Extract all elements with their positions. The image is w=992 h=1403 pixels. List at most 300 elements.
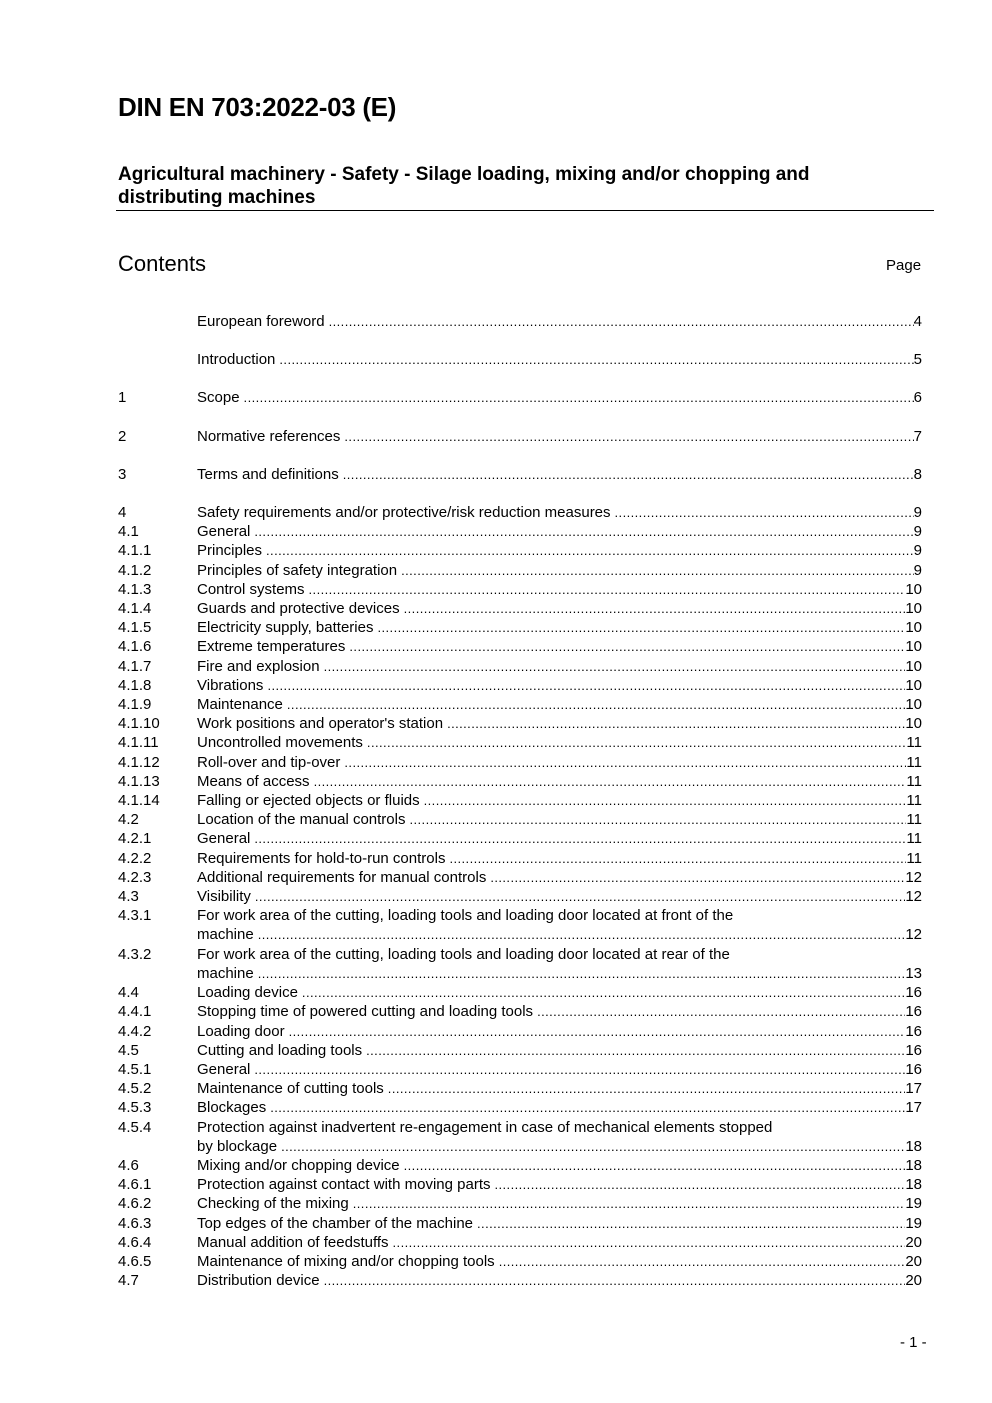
page-column-heading: Page [886,257,922,274]
toc-entry[interactable] [118,1041,922,1060]
toc-entry-number: 1 [118,389,127,407]
toc-entry-page: 11 [906,772,922,790]
toc-entry-page: 4 [913,313,922,330]
toc-dot-leader [254,829,906,848]
toc-entry-line [197,1060,922,1079]
toc-entry-body [197,676,922,695]
toc-entry-body [197,1194,922,1213]
toc-dot-leader [279,350,913,369]
toc-entry[interactable] [118,1002,922,1021]
toc-entry-body [197,1002,922,1021]
toc-entry-line [197,561,922,580]
toc-entry-title: Fire and explosion [197,657,320,675]
toc-entry[interactable] [118,465,922,484]
toc-entry-title: Extreme temperatures [197,638,346,656]
toc-entry-number: 4 [118,504,127,522]
toc-entry-body [197,714,922,733]
toc-entry-page: 19 [905,1195,922,1213]
toc-entry-line [197,829,922,848]
toc-entry-title: Safety requirements and/or protective/risk reduction measures [197,504,611,522]
toc-entry-number: 4.1.5 [118,619,152,637]
toc-entry-title-lead: For work area of the cutting, loading tools and loading door located at rear of the [197,945,730,963]
toc-entry-body [197,868,922,887]
toc-entry-body [197,1175,922,1194]
toc-entry[interactable] [118,810,922,829]
toc-entry-page: 5 [913,351,922,369]
toc-entry-body [197,1060,922,1079]
toc-entry-title: Vibrations [197,676,264,694]
toc-entry-title: Maintenance of cutting tools [197,1080,384,1098]
document-title: Agricultural machinery - Safety - Silage loading, mixing and/or chopping and distributing machines [118,164,810,208]
toc-entry[interactable] [118,599,922,618]
toc-entry-line [197,887,922,906]
toc-entry-body [197,772,922,791]
toc-entry-body [197,849,922,868]
toc-entry-page: 20 [905,1272,922,1290]
toc-entry-number: 4.1.6 [118,638,152,656]
toc-entry[interactable] [118,733,922,752]
toc-entry-number: 4.1 [118,523,139,541]
toc-entry-page: 18 [905,1176,922,1194]
toc-entry-title: Visibility [197,888,251,906]
toc-entry-title: Means of access [197,772,310,790]
toc-entry-title: Roll-over and tip-over [197,753,341,771]
toc-entry[interactable] [118,753,922,772]
toc-entry-page: 11 [906,734,922,752]
toc-entry-page: 8 [913,465,922,483]
toc-entry-line [197,465,922,484]
toc-entry-body [197,465,922,484]
toc-entry-title-lead: For work area of the cutting, loading tools and loading door located at front of the [197,907,734,925]
toc-entry-page: 16 [905,984,922,1002]
toc-entry-title: Cutting and loading tools [197,1041,363,1059]
toc-entry[interactable] [118,1233,922,1252]
toc-entry-title: Distribution device [197,1272,320,1290]
title-rule [116,210,934,211]
toc-entry[interactable] [118,1118,922,1156]
toc-entry-title: machine [197,926,254,944]
toc-dot-leader [244,388,914,407]
toc-entry-line [197,714,922,733]
toc-entry-title: General [197,1060,251,1078]
toc-entry-title: General [197,830,251,848]
toc-entry-title: General [197,523,251,541]
toc-entry-line [197,772,922,791]
toc-entry-line [197,791,922,810]
toc-dot-leader [324,1271,906,1290]
toc-entry-page: 13 [905,964,922,982]
toc-entry-number: 4.4 [118,984,139,1002]
toc-entry-title: Work positions and operator's station [197,715,444,733]
toc-entry-title: Blockages [197,1099,267,1117]
toc-entry[interactable] [118,1156,922,1175]
toc-entry[interactable] [118,906,922,944]
toc-entry-title: machine [197,964,254,982]
toc-entry-number: 3 [118,465,127,483]
toc-entry-body [197,1252,922,1271]
toc-entry-page: 10 [905,619,922,637]
toc-entry[interactable] [118,1175,922,1194]
toc-entry[interactable] [118,791,922,810]
toc-entry-body [197,1214,922,1233]
toc-entry-body [197,561,922,580]
toc-entry[interactable] [118,1214,922,1233]
toc-entry-line [197,312,922,331]
toc-entry-line [197,618,922,637]
toc-entry-title: Loading device [197,984,298,1002]
toc-entry-number: 4.1.2 [118,561,152,579]
toc-entry-line [197,925,922,944]
toc-entry-number: 4.5.4 [118,1118,152,1136]
toc-entry-title: Guards and protective devices [197,600,400,618]
toc-entry-body [197,599,922,618]
toc-entry-line [197,1041,922,1060]
toc-entry-number: 4.2.2 [118,849,152,867]
toc-entry[interactable] [118,868,922,887]
toc-entry-page: 16 [905,1022,922,1040]
toc-entry-number: 4.2 [118,811,139,829]
toc-entry-page: 9 [913,542,922,560]
toc-dot-leader [254,1060,905,1079]
toc-entry[interactable] [118,1079,922,1098]
toc-entry-title: by blockage [197,1137,278,1155]
toc-entry-page: 9 [913,561,922,579]
toc-dot-leader [447,714,905,733]
toc-entry-title: Mixing and/or chopping device [197,1156,400,1174]
toc-entry-line [197,753,922,772]
contents-heading: Contents [118,251,207,276]
toc-entry-page: 16 [905,1060,922,1078]
toc-entry[interactable] [118,541,922,560]
toc-entry-line [197,522,922,541]
toc-entry[interactable] [118,1098,922,1117]
toc-entry-title: European foreword [197,313,325,330]
toc-entry-number: 4.1.11 [118,734,159,752]
toc-entry-page: 16 [905,1041,922,1059]
toc-entry-number: 4.6.4 [118,1233,152,1251]
toc-entry-title: Electricity supply, batteries [197,619,374,637]
toc-dot-leader [270,1098,905,1117]
toc-entry-number: 4.6.2 [118,1195,152,1213]
toc-entry[interactable] [118,1271,922,1290]
toc-entry-line [197,983,922,1002]
toc-entry-page: 10 [905,676,922,694]
toc-dot-leader [377,618,905,637]
toc-entry-body [197,695,922,714]
toc-entry-title-lead: Protection against inadvertent re-engagement in case of mechanical elements stopped [197,1118,773,1136]
toc-entry-body [197,503,922,522]
toc-entry-title: Additional requirements for manual controls [197,868,487,886]
toc-entry-body [197,753,922,772]
toc-entry-line [197,1214,922,1233]
toc-entry-body [197,580,922,599]
toc-dot-leader [393,1233,906,1252]
toc-entry-body [197,350,922,369]
toc-entry-number: 4.4.2 [118,1022,152,1040]
toc-dot-leader [289,1022,906,1041]
toc-entry-line [197,849,922,868]
toc-dot-leader [343,465,914,484]
toc-entry-number: 4.5 [118,1041,139,1059]
toc-entry-title: Protection against contact with moving parts [197,1176,491,1194]
toc-entry-page: 10 [905,638,922,656]
table-of-contents [118,312,922,1290]
toc-entry-page: 7 [913,427,922,445]
toc-entry-body [197,1156,922,1175]
toc-entry-number: 4.1.4 [118,600,152,618]
toc-entry[interactable] [118,714,922,733]
toc-entry-body [197,637,922,656]
toc-entry[interactable] [118,676,922,695]
toc-entry-page: 20 [905,1252,922,1270]
toc-entry-number: 4.5.2 [118,1080,152,1098]
toc-entry-body [197,791,922,810]
toc-dot-leader [615,503,914,522]
toc-entry-line [197,1098,922,1117]
toc-entry-line [197,1271,922,1290]
toc-entry-line [197,964,922,983]
toc-entry-line [197,695,922,714]
toc-entry-line [197,637,922,656]
toc-entry-page: 18 [905,1137,922,1155]
toc-entry-page: 10 [905,715,922,733]
toc-entry-body [197,810,922,829]
toc-entry-page: 20 [905,1233,922,1251]
toc-dot-leader [314,772,907,791]
toc-entry-page: 18 [905,1156,922,1174]
toc-entry[interactable] [118,657,922,676]
toc-entry-line [197,388,922,407]
toc-entry-body [197,427,922,446]
toc-dot-leader [266,541,914,560]
toc-entry-title: Introduction [197,351,276,369]
toc-entry[interactable] [118,427,922,446]
page-number: - 1 - [900,1334,927,1351]
toc-entry-page: 12 [905,888,922,906]
toc-entry-title: Manual addition of feedstuffs [197,1233,389,1251]
toc-entry-title: Control systems [197,580,305,598]
toc-dot-leader [344,427,913,446]
toc-dot-leader [449,849,906,868]
toc-entry-page: 10 [905,696,922,714]
toc-entry-number: 4.5.3 [118,1099,152,1117]
toc-dot-leader [255,887,905,906]
toc-entry-title: Top edges of the chamber of the machine [197,1214,474,1232]
toc-entry-number: 4.6.3 [118,1214,152,1232]
toc-dot-leader [490,868,905,887]
toc-entry-page: 17 [905,1099,922,1117]
toc-entry[interactable] [118,561,922,580]
toc-entry[interactable] [118,887,922,906]
toc-entry[interactable] [118,1252,922,1271]
toc-entry-line [197,599,922,618]
toc-entry-body [197,983,922,1002]
toc-entry-number: 4.6 [118,1156,139,1174]
toc-entry-number: 4.1.9 [118,696,152,714]
toc-entry-number: 4.1.12 [118,753,160,771]
toc-entry-line [197,868,922,887]
toc-entry-page: 11 [906,830,922,848]
toc-entry[interactable] [118,388,922,407]
toc-dot-leader [499,1252,906,1271]
toc-entry[interactable] [118,772,922,791]
toc-entry-page: 17 [905,1080,922,1098]
toc-entry-title: Maintenance of mixing and/or chopping tools [197,1252,495,1270]
toc-entry[interactable] [118,945,922,983]
toc-entry[interactable] [118,522,922,541]
toc-entry-number: 4.1.3 [118,580,152,598]
toc-dot-leader [494,1175,905,1194]
toc-entry-number: 4.3.1 [118,907,152,925]
toc-entry-body [197,1022,922,1041]
toc-entry-body [197,1098,922,1117]
toc-entry[interactable] [118,350,922,369]
toc-entry-body [197,1233,922,1252]
toc-entry-number: 4.6.5 [118,1252,152,1270]
toc-entry-number: 4.5.1 [118,1060,152,1078]
toc-entry-body [197,522,922,541]
toc-entry-page: 12 [905,926,922,944]
toc-entry-body [197,945,922,983]
toc-entry-number: 4.6.1 [118,1176,152,1194]
toc-entry-body [197,1271,922,1290]
toc-entry-title: Location of the manual controls [197,811,406,829]
toc-dot-leader [367,733,907,752]
toc-entry[interactable] [118,580,922,599]
toc-entry-body [197,1118,922,1156]
toc-entry-title: Requirements for hold-to-run controls [197,849,446,867]
toc-dot-leader [424,791,907,810]
toc-entry[interactable] [118,849,922,868]
toc-entry[interactable] [118,695,922,714]
toc-entry-title: Normative references [197,427,341,445]
toc-dot-leader [324,657,906,676]
toc-entry-body [197,1079,922,1098]
toc-entry-number: 4.2.3 [118,868,152,886]
toc-entry[interactable] [118,312,922,331]
toc-entry-page: 11 [906,792,922,810]
toc-dot-leader [267,676,905,695]
toc-dot-leader [254,522,913,541]
toc-dot-leader [477,1214,905,1233]
toc-entry-body [197,312,922,331]
toc-entry-body [197,887,922,906]
toc-entry-line [197,580,922,599]
toc-entry[interactable] [118,1022,922,1041]
toc-dot-leader [281,1137,905,1156]
toc-entry-page: 10 [905,600,922,618]
toc-entry-number: 4.1.8 [118,676,152,694]
toc-entry-number: 4.1.13 [118,772,160,790]
toc-entry[interactable] [118,829,922,848]
toc-entry-number: 4.7 [118,1272,139,1290]
toc-dot-leader [258,964,906,983]
toc-entry-body [197,618,922,637]
toc-entry-line [197,541,922,560]
toc-dot-leader [366,1041,905,1060]
toc-dot-leader [329,312,914,331]
toc-entry-line [197,657,922,676]
toc-dot-leader [401,561,914,580]
toc-entry-body [197,829,922,848]
toc-entry-line [197,1137,922,1156]
toc-entry-page: 19 [905,1214,922,1232]
toc-entry[interactable] [118,618,922,637]
toc-dot-leader [258,925,906,944]
toc-entry-line [197,1252,922,1271]
toc-entry-title: Maintenance [197,696,283,714]
toc-entry-title: Terms and definitions [197,465,339,483]
toc-entry-title: Stopping time of powered cutting and loading tools [197,1003,534,1021]
toc-entry[interactable] [118,983,922,1002]
toc-entry-page: 12 [905,868,922,886]
toc-dot-leader [537,1002,905,1021]
toc-entry-body [197,657,922,676]
toc-entry-page: 11 [906,811,922,829]
toc-entry-number: 4.3.2 [118,945,152,963]
toc-entry-page: 11 [906,753,922,771]
toc-entry-line [197,1156,922,1175]
toc-entry-line [197,676,922,695]
toc-entry-line [197,1175,922,1194]
toc-entry-number: 4.4.1 [118,1003,152,1021]
toc-entry-page: 11 [906,849,922,867]
toc-entry-line [197,427,922,446]
toc-dot-leader [353,1194,906,1213]
toc-entry[interactable] [118,1060,922,1079]
toc-entry-line [197,810,922,829]
toc-entry-page: 10 [905,580,922,598]
toc-entry[interactable] [118,637,922,656]
toc-dot-leader [344,753,906,772]
toc-dot-leader [404,1156,906,1175]
toc-entry-number: 4.1.14 [118,792,160,810]
toc-dot-leader [287,695,905,714]
toc-entry-line [197,1233,922,1252]
toc-dot-leader [302,983,905,1002]
toc-entry[interactable] [118,503,922,522]
toc-entry-title: Falling or ejected objects or fluids [197,792,420,810]
toc-entry-title: Loading door [197,1022,285,1040]
toc-entry-body [197,1041,922,1060]
toc-entry-page: 10 [905,657,922,675]
toc-entry-number: 2 [118,427,127,445]
toc-entry-number: 4.3 [118,888,139,906]
toc-entry-number: 4.1.7 [118,657,152,675]
toc-entry-page: 9 [913,523,922,541]
toc-entry-line [197,1079,922,1098]
toc-entry-body [197,906,922,944]
toc-entry-title: Scope [197,389,240,407]
toc-dot-leader [409,810,906,829]
toc-entry-number: 4.1.10 [118,715,160,733]
toc-entry-title: Principles [197,542,263,560]
toc-entry-number: 4.2.1 [118,830,152,848]
toc-entry-page: 6 [913,389,922,407]
toc-dot-leader [349,637,905,656]
toc-entry-title: Checking of the mixing [197,1195,349,1213]
toc-entry-body [197,733,922,752]
toc-entry-page: 16 [905,1003,922,1021]
toc-dot-leader [309,580,906,599]
toc-entry[interactable] [118,1194,922,1213]
toc-entry-line [197,350,922,369]
toc-entry-page: 9 [913,504,922,522]
toc-dot-leader [388,1079,906,1098]
toc-entry-title: Principles of safety integration [197,561,398,579]
toc-entry-line [197,503,922,522]
toc-entry-title: Uncontrolled movements [197,734,363,752]
